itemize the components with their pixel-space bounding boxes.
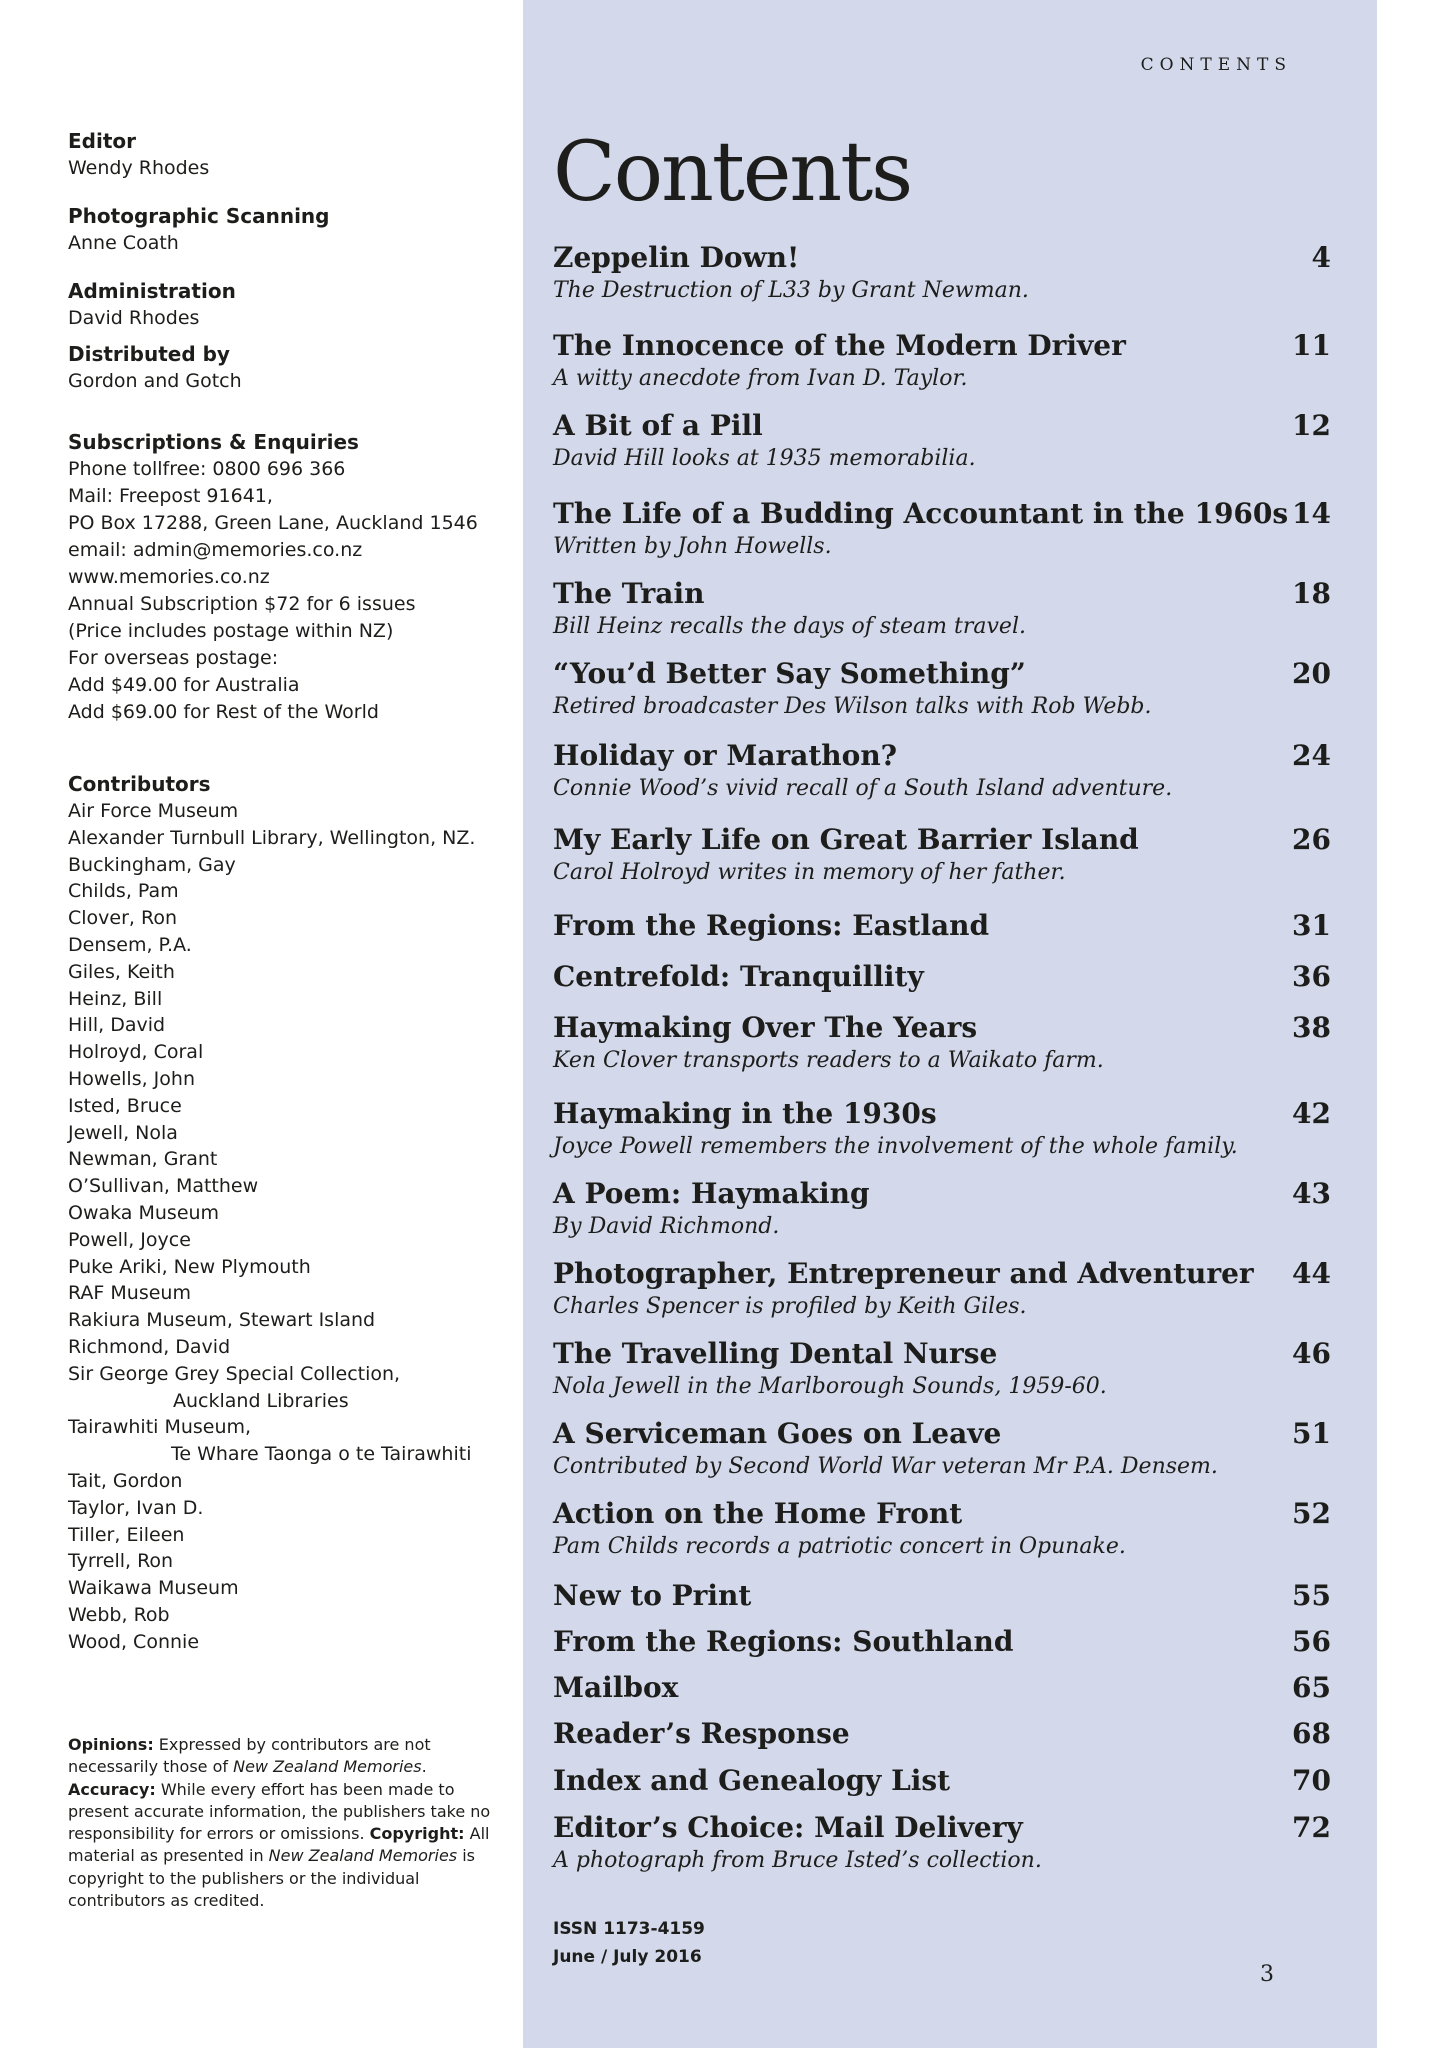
issue-date: June / July 2016: [553, 1947, 702, 1967]
administration-name: David Rhodes: [68, 307, 200, 329]
toc-entry-subtitle: The Destruction of L33 by Grant Newman.: [553, 278, 1029, 303]
toc-entry-page: 51: [1292, 1417, 1331, 1450]
distribution-section: [68, 341, 242, 395]
toc-entry-subtitle: Pam Childs records a patriotic concert in Opunake.: [553, 1534, 1126, 1559]
toc-entry-subtitle: Charles Spencer is profiled by Keith Giles.: [553, 1294, 1027, 1319]
accuracy-text: While every effort has been made to present accurate information, the publishers take no responsibility for errors or omissions.: [68, 1779, 491, 1844]
toc-entry-page: 38: [1292, 1011, 1331, 1044]
subscriptions-section: [68, 429, 528, 726]
toc-entry-page: 12: [1292, 409, 1331, 442]
toc-entry-title: The Innocence of the Modern Driver: [553, 329, 1126, 362]
toc-entry-title: Index and Genealogy List: [553, 1764, 951, 1797]
contributor: Powell, Joyce: [68, 1228, 191, 1251]
page-title: Contents: [553, 125, 912, 220]
toc-entry[interactable]: [553, 1176, 1331, 1242]
toc-entry[interactable]: [553, 656, 1331, 722]
distribution-name: Gordon and Gotch: [68, 370, 242, 392]
contributor: Air Force Museum: [68, 800, 239, 822]
editor-name: Wendy Rhodes: [68, 157, 210, 179]
toc-entry[interactable]: [553, 1670, 1331, 1706]
contributors-label: Contributors: [68, 772, 211, 796]
toc-entry-page: 56: [1292, 1625, 1331, 1658]
toc-entry-title: Holiday or Marathon?: [553, 739, 898, 772]
toc-entry-title: Editor’s Choice: Mail Delivery: [553, 1811, 1023, 1844]
contributor: O’Sullivan, Matthew: [68, 1175, 259, 1198]
toc-entry-page: 11: [1292, 329, 1331, 362]
toc-entry-page: 26: [1292, 823, 1331, 856]
opinions-end: .: [421, 1757, 427, 1777]
toc-entry-title: From the Regions: Eastland: [553, 909, 990, 942]
subscriptions-label: Subscriptions & Enquiries: [68, 430, 359, 454]
toc-entry-page: 20: [1292, 657, 1331, 690]
toc-entry-subtitle: Joyce Powell remembers the involvement of the whole family.: [553, 1134, 1238, 1159]
contributor: Webb, Rob: [68, 1603, 170, 1626]
subscriptions-email: email: admin@memories.co.nz: [68, 539, 363, 561]
contributor: Howells, John: [68, 1067, 195, 1090]
toc-entry-title: The Train: [553, 577, 705, 610]
administration-label: Administration: [68, 279, 236, 303]
distribution-label: Distributed by: [68, 342, 230, 366]
toc-entry[interactable]: [553, 328, 1331, 394]
toc-entry-subtitle: By David Richmond.: [553, 1214, 780, 1239]
toc-entry[interactable]: [553, 1336, 1331, 1402]
toc-entry-page: 4: [1311, 241, 1331, 274]
contributor: RAF Museum: [68, 1282, 191, 1305]
toc-entry-page: 42: [1292, 1097, 1331, 1130]
toc-entry-page: 31: [1292, 909, 1331, 942]
toc-entry[interactable]: [553, 576, 1331, 642]
toc-entry-page: 68: [1292, 1717, 1331, 1750]
copyright-text-end: is copyright to the publishers or the individual contributors as credited.: [68, 1846, 475, 1911]
contributor: Sir George Grey Special Collection,: [68, 1362, 401, 1385]
disclaimer: [68, 1734, 508, 1912]
contributor: Richmond, David: [68, 1335, 231, 1358]
toc-entry-title: From the Regions: Southland: [553, 1625, 1014, 1658]
subscriptions-line: Annual Subscription $72 for 6 issues: [68, 593, 416, 615]
subscriptions-line: PO Box 17288, Green Lane, Auckland 1546: [68, 512, 478, 534]
toc-entry-page: 43: [1292, 1177, 1331, 1210]
toc-entry-title: Haymaking in the 1930s: [553, 1097, 937, 1130]
toc-entry[interactable]: [553, 408, 1331, 474]
opinions-text: Expressed by contributors are not necessarily those of: [68, 1735, 431, 1777]
toc-entry-subtitle: A witty anecdote from Ivan D. Taylor.: [553, 366, 968, 391]
toc-entry-subtitle: Written by John Howells.: [553, 534, 832, 559]
copyright-text: All material as presented in: [68, 1824, 490, 1866]
toc-entry-subtitle: Bill Heinz recalls the days of steam travel.: [553, 614, 1026, 639]
contents-panel: [523, 0, 1377, 2048]
toc-entry[interactable]: [553, 1256, 1331, 1322]
toc-entry[interactable]: [553, 240, 1331, 306]
toc-entry-page: 65: [1292, 1671, 1331, 1704]
toc-entry[interactable]: [553, 1763, 1331, 1799]
issn-block: [553, 1915, 705, 1971]
contributor: Alexander Turnbull Library, Wellington, NZ.: [68, 826, 476, 849]
toc-entry-subtitle: Connie Wood’s vivid recall of a South Island adventure.: [553, 776, 1173, 801]
opinions-label: Opinions:: [68, 1735, 154, 1754]
contributors-section: [68, 771, 538, 1656]
subscriptions-line: For overseas postage:: [68, 647, 279, 669]
contributor: Auckland Libraries: [173, 1389, 349, 1412]
toc-entry-subtitle: Ken Clover transports readers to a Waikato farm.: [553, 1048, 1104, 1073]
contributor: Hill, David: [68, 1014, 166, 1037]
contributor: Densem, P.A.: [68, 933, 192, 956]
toc-entry-title: The Travelling Dental Nurse: [553, 1337, 998, 1370]
contributor: Te Whare Taonga o te Tairawhiti: [171, 1443, 472, 1466]
toc-entry-subtitle: Carol Holroyd writes in memory of her father.: [553, 860, 1066, 885]
contributor: Owaka Museum: [68, 1201, 220, 1224]
subscriptions-line: Mail: Freepost 91641,: [68, 485, 273, 507]
subscriptions-website: www.memories.co.nz: [68, 566, 270, 588]
toc-entry[interactable]: [553, 496, 1331, 562]
contributor: Rakiura Museum, Stewart Island: [68, 1309, 376, 1332]
toc-entry-title: New to Print: [553, 1579, 752, 1612]
scanning-name: Anne Coath: [68, 232, 179, 254]
toc-entry[interactable]: [553, 959, 1331, 995]
scanning-label: Photographic Scanning: [68, 204, 330, 228]
accuracy-label: Accuracy:: [68, 1779, 156, 1799]
toc-entry-page: 14: [1292, 497, 1331, 530]
contributor: Jewell, Nola: [68, 1121, 178, 1144]
toc-entry-title: My Early Life on Great Barrier Island: [553, 823, 1139, 856]
contributor: Heinz, Bill: [68, 987, 163, 1010]
toc-entry-page: 18: [1292, 577, 1331, 610]
toc-entry[interactable]: [553, 1496, 1331, 1562]
toc-entry-page: 55: [1292, 1579, 1331, 1612]
toc-entry-title: Centrefold: Tranquillity: [553, 960, 924, 993]
contributor: Holroyd, Coral: [68, 1041, 204, 1064]
toc-entry-subtitle: Nola Jewell in the Marlborough Sounds, 1959-60.: [553, 1374, 1107, 1399]
editor-label: Editor: [68, 129, 136, 153]
publication-name: New Zealand Memories: [233, 1757, 422, 1777]
contributor: Tairawhiti Museum,: [68, 1416, 252, 1439]
toc-entry-page: 46: [1292, 1337, 1331, 1370]
toc-entry[interactable]: [553, 1416, 1331, 1482]
contributor: Wood, Connie: [68, 1630, 200, 1653]
scanning-section: [68, 203, 329, 257]
toc-entry-page: 70: [1292, 1764, 1331, 1797]
administration-section: [68, 278, 236, 332]
contributor: Tyrrell, Ron: [68, 1550, 174, 1573]
subscriptions-line: Add $69.00 for Rest of the World: [68, 701, 379, 723]
toc-entry-page: 52: [1292, 1497, 1331, 1530]
toc-entry-page: 44: [1292, 1257, 1331, 1290]
toc-entry[interactable]: [553, 1624, 1331, 1660]
contributor: Childs, Pam: [68, 880, 179, 903]
toc-entry-title: The Life of a Budding Accountant in the 1960s: [553, 497, 1289, 530]
subscriptions-line: Phone tollfree: 0800 696 366: [68, 458, 346, 480]
contributor: Tiller, Eileen: [68, 1523, 185, 1546]
toc-entry[interactable]: [553, 1096, 1331, 1162]
subscriptions-line: (Price includes postage within NZ): [68, 620, 394, 642]
subscriptions-line: Add $49.00 for Australia: [68, 674, 300, 696]
toc-entry-page: 36: [1292, 960, 1331, 993]
toc-entry-subtitle: Contributed by Second World War veteran Mr P.A. Densem.: [553, 1454, 1218, 1479]
toc-entry-title: A Poem: Haymaking: [553, 1177, 870, 1210]
contributor: Puke Ariki, New Plymouth: [68, 1255, 311, 1278]
toc-entry-subtitle: Retired broadcaster Des Wilson talks with Rob Webb.: [553, 694, 1152, 719]
contributor: Isted, Bruce: [68, 1094, 182, 1117]
toc-entry-title: A Bit of a Pill: [553, 409, 763, 442]
contributor: Waikawa Museum: [68, 1577, 239, 1600]
toc-entry-page: 72: [1292, 1811, 1331, 1844]
contributor: Clover, Ron: [68, 907, 178, 930]
copyright-label: Copyright:: [369, 1824, 465, 1844]
toc-entry-title: Reader’s Response: [553, 1717, 850, 1750]
publication-name: New Zealand Memories: [268, 1846, 458, 1866]
editor-section: [68, 128, 209, 182]
page-number: 3: [1260, 1962, 1274, 1987]
toc-entry-title: Action on the Home Front: [553, 1497, 963, 1530]
toc-entry-title: A Serviceman Goes on Leave: [553, 1417, 1002, 1450]
toc-entry[interactable]: [553, 822, 1331, 888]
issn: ISSN 1173-4159: [553, 1919, 705, 1939]
toc-entry[interactable]: [553, 1716, 1331, 1752]
toc-entry-title: Photographer, Entrepreneur and Adventurer: [553, 1257, 1254, 1290]
toc-entry-title: “You’d Better Say Something”: [553, 657, 1026, 690]
contributor: Tait, Gordon: [68, 1469, 183, 1492]
toc-entry[interactable]: [553, 1010, 1331, 1076]
contributor: Giles, Keith: [68, 960, 175, 983]
toc-entry[interactable]: [553, 1578, 1331, 1614]
contributor: Taylor, Ivan D.: [68, 1496, 204, 1519]
toc-entry-subtitle: A photograph from Bruce Isted’s collection.: [553, 1848, 1042, 1873]
running-head: CONTENTS: [1140, 55, 1292, 75]
toc-entry-title: Zeppelin Down!: [553, 241, 800, 274]
toc-entry-page: 24: [1292, 739, 1331, 772]
toc-entry-subtitle: David Hill looks at 1935 memorabilia.: [553, 446, 976, 471]
toc-entry-title: Mailbox: [553, 1671, 679, 1704]
contributor: Newman, Grant: [68, 1148, 218, 1171]
toc-entry-title: Haymaking Over The Years: [553, 1011, 978, 1044]
contributor: Buckingham, Gay: [68, 853, 236, 876]
toc-entry[interactable]: [553, 1810, 1331, 1876]
toc-entry[interactable]: [553, 738, 1331, 804]
toc-entry[interactable]: [553, 908, 1331, 944]
